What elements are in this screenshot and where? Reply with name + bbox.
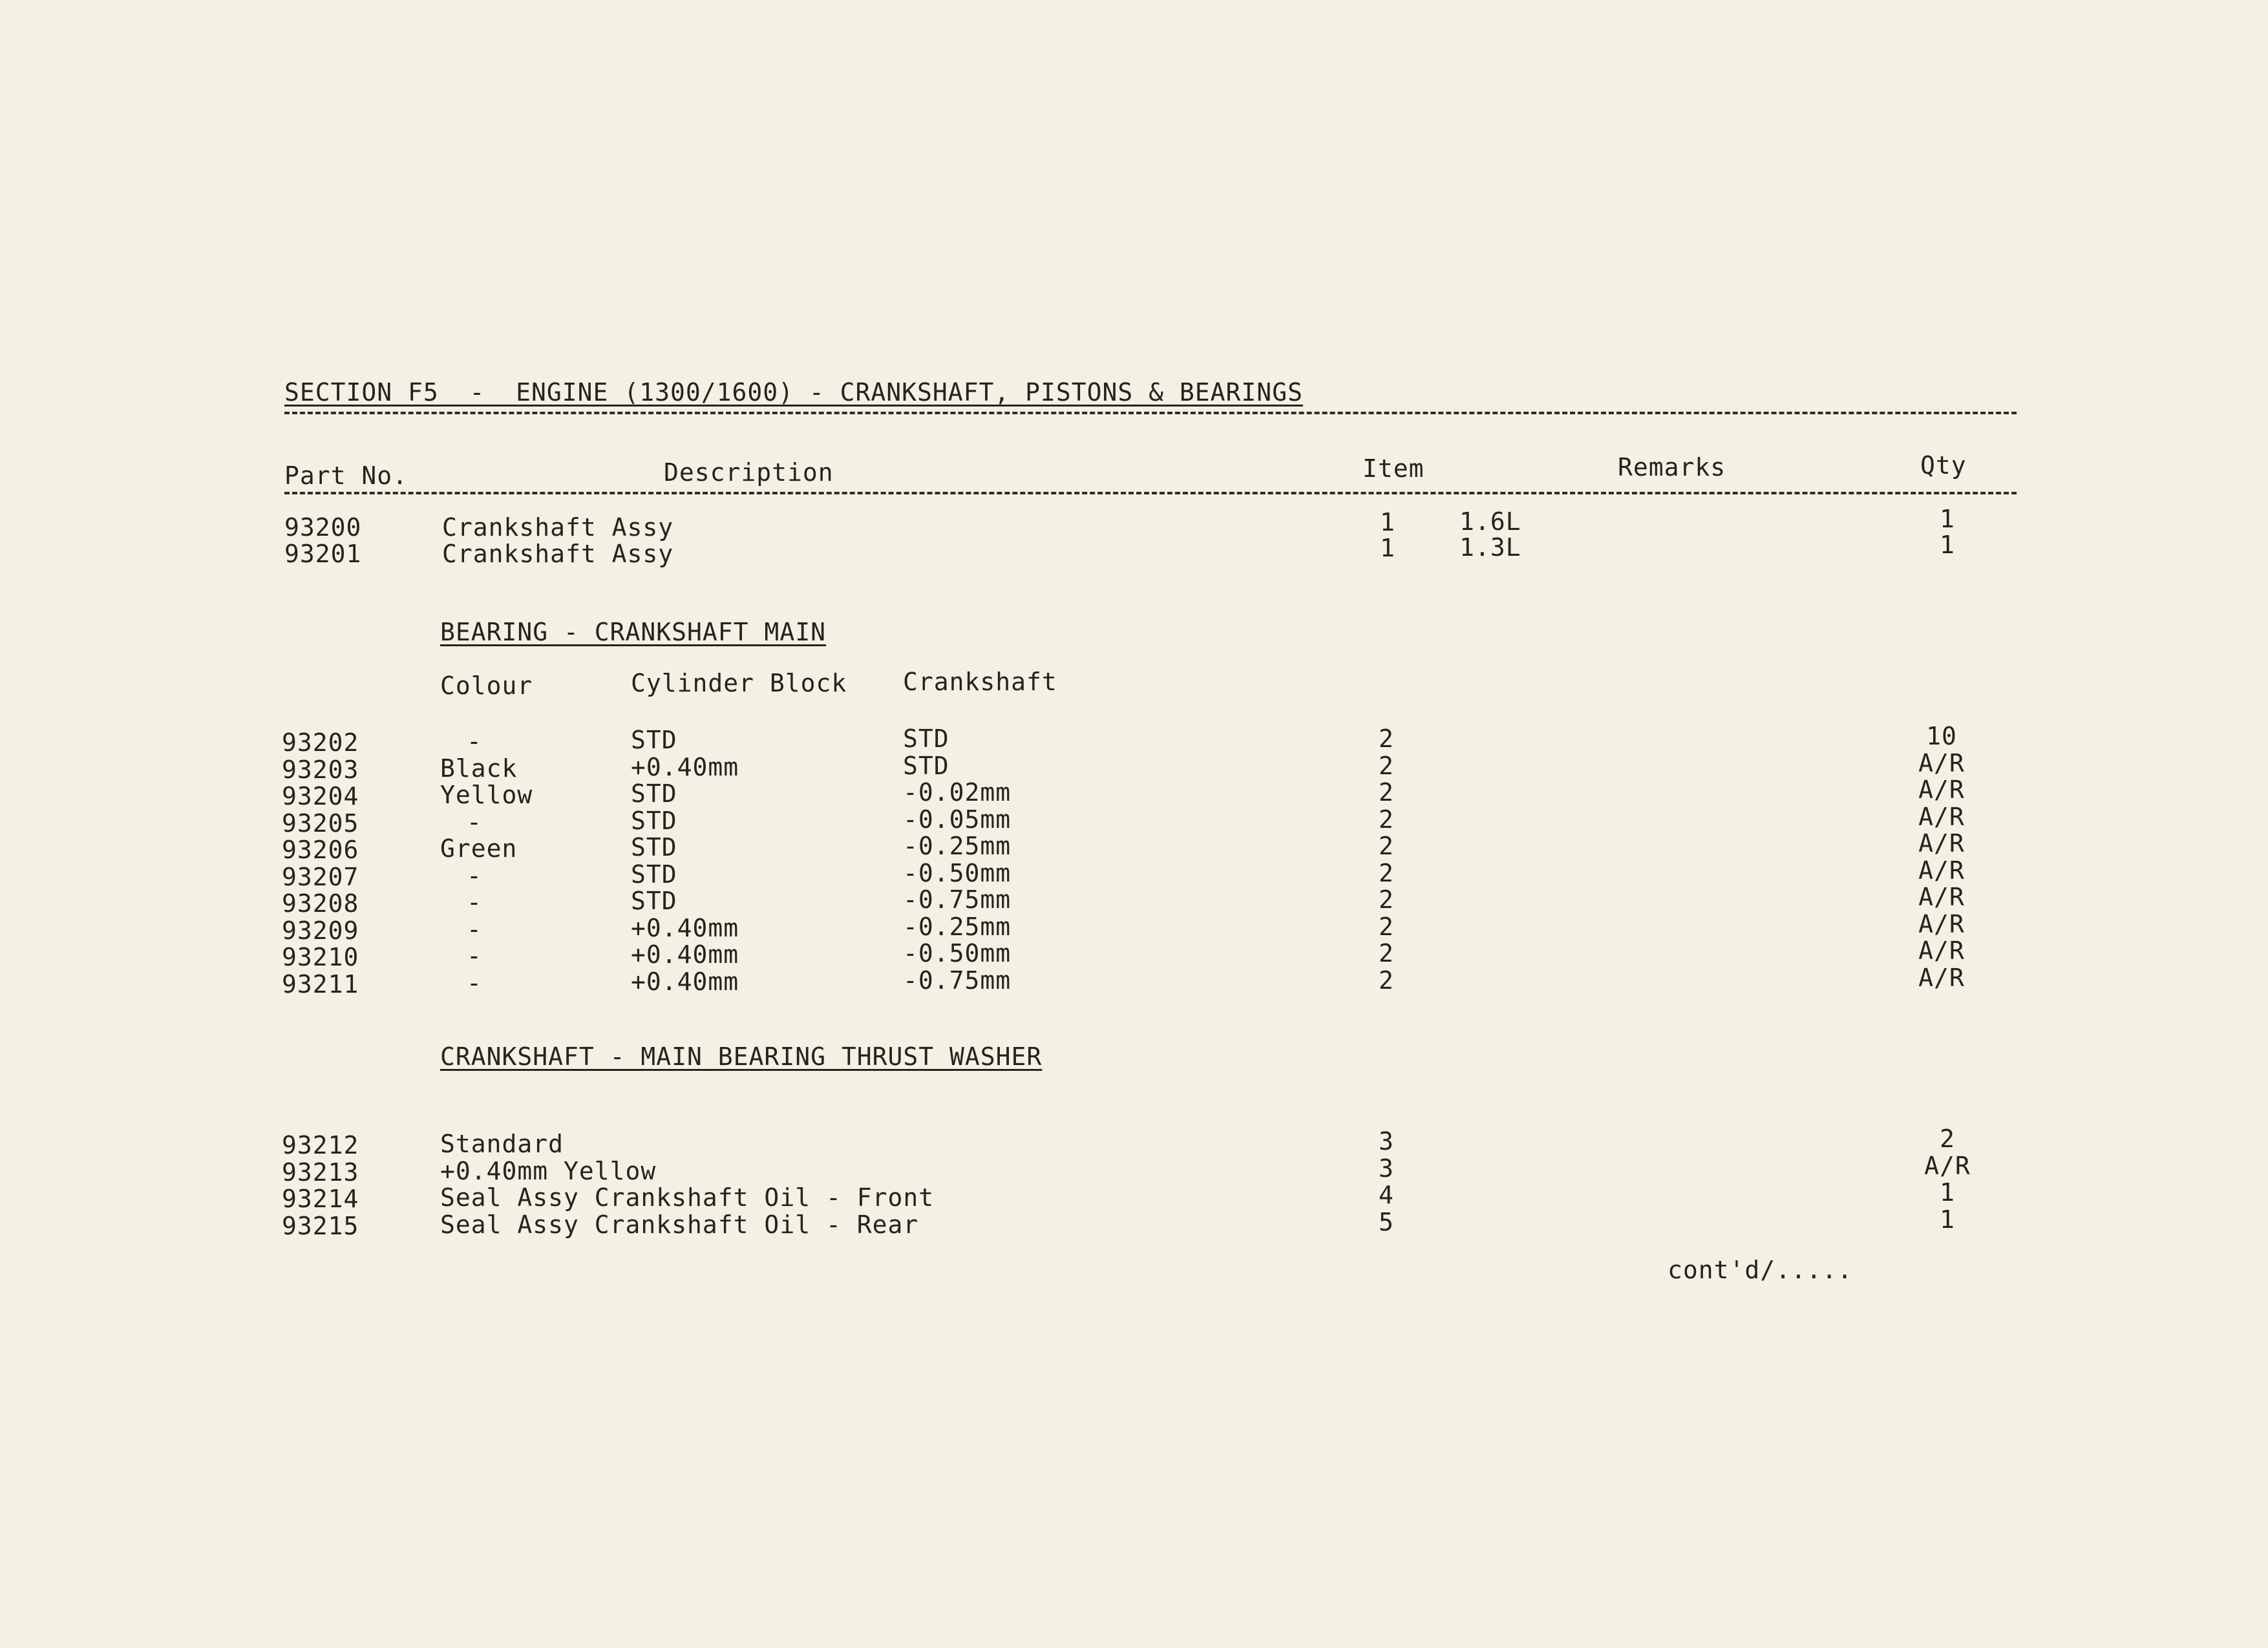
cylinder-block-size: +0.40mm (631, 967, 739, 996)
title-rule (284, 412, 2017, 414)
cylinder-block-size: STD (631, 887, 677, 915)
part-number: 93207 (282, 862, 359, 891)
description: Crankshaft Assy (442, 540, 674, 568)
part-number: 93212 (282, 1131, 359, 1159)
quantity: 1 (1940, 531, 1955, 559)
item-number: 2 (1379, 912, 1394, 941)
part-number: 93206 (282, 836, 359, 864)
cylinder-block-size: STD (631, 860, 677, 889)
part-number: 93210 (282, 943, 359, 971)
item-number: 2 (1379, 751, 1394, 780)
quantity: A/R (1918, 909, 1965, 938)
colour: - (467, 942, 482, 970)
item-number: 2 (1379, 805, 1394, 834)
colour: Yellow (440, 781, 533, 809)
subheader-colour: Colour (440, 671, 533, 700)
part-number: 93209 (282, 916, 359, 945)
header-rule (284, 492, 2017, 494)
cylinder-block-size: +0.40mm (631, 940, 739, 969)
part-number: 93215 (282, 1211, 359, 1240)
quantity: 1 (1940, 505, 1955, 533)
colour: - (467, 914, 482, 944)
crankshaft-size: STD (903, 724, 949, 753)
crankshaft-size: -0.50mm (903, 858, 1012, 887)
part-number: 93214 (282, 1185, 359, 1213)
part-number: 93203 (282, 755, 359, 784)
header-part-no: Part No. (284, 461, 408, 490)
quantity: A/R (1918, 936, 1965, 965)
item-number: 3 (1379, 1127, 1394, 1156)
part-number: 93201 (284, 540, 362, 568)
colour: - (467, 807, 482, 836)
part-number: 93213 (282, 1157, 359, 1187)
part-number: 93205 (282, 808, 359, 838)
description: Crankshaft Assy (442, 513, 674, 542)
header-item: Item (1362, 454, 1425, 483)
crankshaft-size: -0.25mm (903, 832, 1012, 860)
description: Seal Assy Crankshaft Oil - Rear (440, 1210, 919, 1239)
part-number: 93202 (282, 728, 359, 757)
crankshaft-size: -0.50mm (903, 939, 1012, 967)
item-number: 1 (1380, 508, 1395, 536)
item-number: 2 (1379, 939, 1394, 967)
colour: Green (440, 834, 518, 863)
continued-note: cont'd/..... (1668, 1256, 1853, 1284)
quantity: A/R (1918, 802, 1965, 831)
header-remarks: Remarks (1618, 453, 1726, 481)
colour: Black (440, 754, 518, 783)
quantity: A/R (1918, 829, 1965, 858)
crankshaft-size: STD (903, 751, 949, 780)
item-number: 2 (1379, 832, 1394, 860)
description: Standard (440, 1130, 564, 1158)
part-number: 93204 (282, 782, 359, 810)
cylinder-block-size: STD (631, 833, 677, 861)
cylinder-block-size: STD (631, 806, 677, 835)
description: Seal Assy Crankshaft Oil - Front (440, 1183, 935, 1212)
item-number: 4 (1379, 1181, 1394, 1209)
quantity: A/R (1918, 776, 1965, 804)
remarks: 1.3L (1459, 533, 1521, 562)
quantity: 1 (1940, 1178, 1955, 1207)
header-qty: Qty (1920, 451, 1967, 480)
crankshaft-size: -0.02mm (903, 778, 1012, 807)
remarks: 1.6L (1459, 507, 1521, 536)
part-number: 93208 (282, 889, 359, 918)
subheader-crankshaft: Crankshaft (903, 668, 1057, 696)
quantity: 1 (1940, 1205, 1955, 1234)
quantity: A/R (1918, 883, 1965, 911)
item-number: 2 (1379, 885, 1394, 914)
item-number: 2 (1379, 966, 1394, 995)
bearing-group-title: BEARING - CRANKSHAFT MAIN (440, 618, 826, 646)
quantity: A/R (1918, 856, 1965, 885)
colour: - (467, 888, 482, 916)
description: +0.40mm Yellow (440, 1156, 657, 1185)
crankshaft-size: -0.75mm (903, 885, 1012, 914)
crankshaft-size: -0.05mm (903, 805, 1012, 834)
part-number: 93211 (282, 969, 359, 998)
quantity: A/R (1924, 1151, 1971, 1180)
item-number: 2 (1379, 778, 1394, 807)
item-number: 2 (1379, 724, 1394, 753)
section-title: SECTION F5 - ENGINE (1300/1600) - CRANKSHAFT, PISTONS & BEARINGS (284, 378, 1303, 407)
part-number: 93200 (284, 513, 362, 542)
cylinder-block-size: +0.40mm (631, 913, 739, 942)
thrust-group-title: CRANKSHAFT - MAIN BEARING THRUST WASHER (440, 1042, 1043, 1071)
quantity: A/R (1918, 748, 1965, 777)
cylinder-block-size: +0.40mm (631, 752, 739, 781)
colour: - (467, 861, 482, 890)
crankshaft-size: -0.25mm (903, 912, 1012, 941)
item-number: 1 (1380, 534, 1395, 562)
colour: - (467, 727, 482, 755)
item-number: 2 (1379, 858, 1394, 887)
cylinder-block-size: STD (631, 779, 677, 808)
item-number: 3 (1379, 1154, 1394, 1183)
item-number: 5 (1379, 1207, 1394, 1236)
quantity: 2 (1940, 1125, 1955, 1153)
cylinder-block-size: STD (631, 726, 677, 754)
quantity: A/R (1918, 963, 1965, 992)
crankshaft-size: -0.75mm (903, 966, 1012, 995)
subheader-cylinder-block: Cylinder Block (631, 669, 847, 697)
quantity: 10 (1926, 722, 1957, 750)
colour: - (467, 968, 482, 997)
header-description: Description (664, 458, 834, 487)
